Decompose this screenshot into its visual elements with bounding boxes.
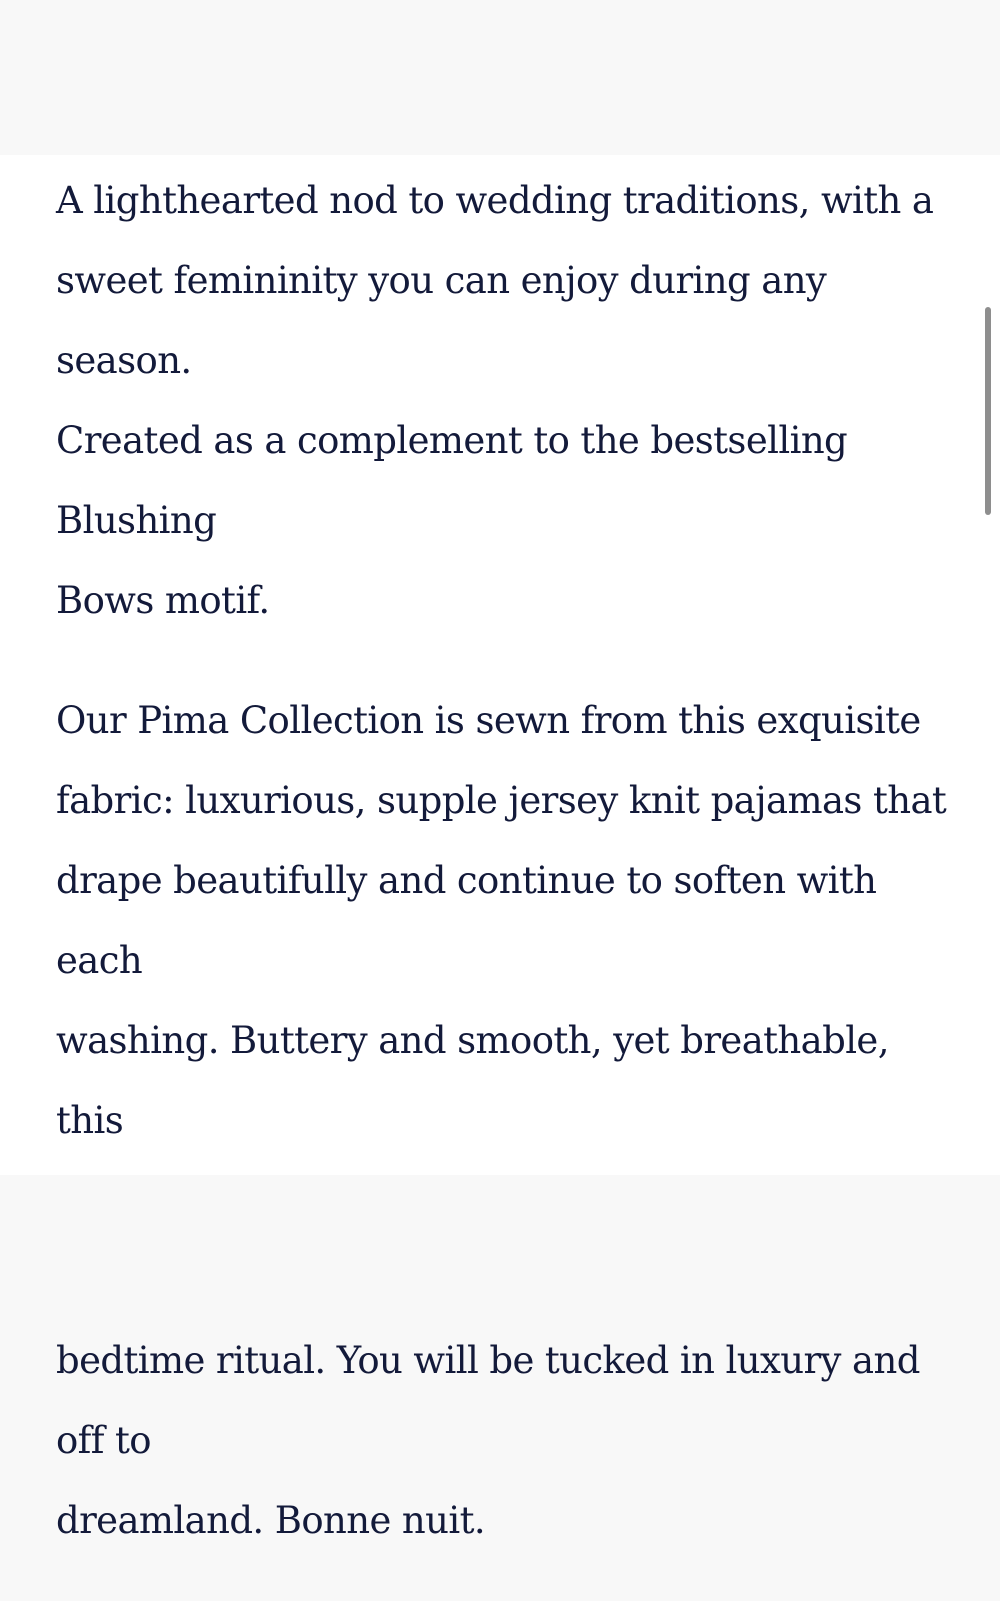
bottom-background bbox=[0, 1175, 1000, 1333]
description-paragraph-2: Our Pima Collection is sewn from this exquisite fabric: luxurious, supple jersey knit pajamas that drape beautifully and continue to soften with each washing. Buttery and smooth, yet breathable, this bedtime ritual. You will be tucked in luxury and off to dreamland. Bonne nuit. bbox=[56, 699, 947, 1542]
description-panel[interactable] bbox=[0, 155, 1000, 1542]
top-background bbox=[0, 0, 1000, 155]
scrollbar[interactable] bbox=[982, 155, 994, 1175]
product-description bbox=[56, 161, 956, 1601]
scrollbar-thumb[interactable] bbox=[985, 307, 991, 515]
description-paragraph-1: A lighthearted nod to wedding traditions, with a sweet femininity you can enjoy during any season. Created as a complement to the bestselling Blushing Bows motif. bbox=[56, 179, 934, 622]
